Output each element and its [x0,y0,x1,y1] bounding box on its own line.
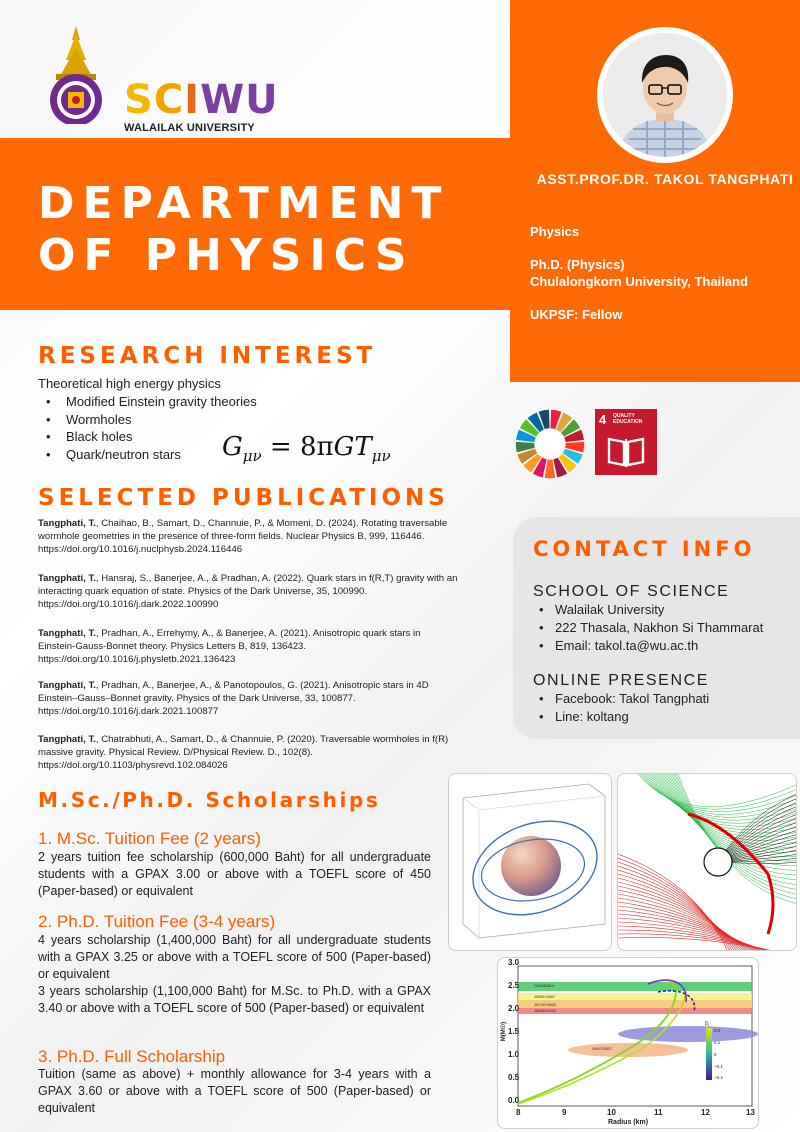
colorbar-tick: −0.1 [714,1064,723,1069]
publication-author: Tangphati, T. [38,573,96,584]
list-item: • Modified Einstein gravity theories [40,393,257,411]
band-label: J0952-0607 [534,994,556,999]
department-title-line2: OF PHYSICS [38,230,415,281]
professor-fellowship: UKPSF: Fellow [530,307,623,322]
y-tick-label: 1.0 [508,1050,520,1059]
band-label: GW190814 [534,983,555,988]
band-label: J0740+6620 [534,1002,557,1007]
band-label: J0348+0432 [534,1008,557,1013]
research-lead: Theoretical high energy physics [38,376,221,391]
x-axis-label: Radius (km) [608,1119,649,1126]
y-tick-label: 3.0 [508,958,520,967]
x-tick-label: 8 [516,1108,521,1117]
sdg-wheel-icon [513,407,587,481]
trajectory-plot [618,774,797,951]
brand-subtitle: WALAILAK UNIVERSITY [124,122,255,134]
publication-item [38,517,458,557]
sdg-number: 4 [599,412,607,427]
publication-author: Tangphati, T. [38,518,96,529]
online-contact-list [537,690,709,726]
open-book-icon [605,433,647,469]
x-tick-label: 12 [701,1108,710,1117]
sdg-label-line: QUALITY [613,413,635,419]
scholarship-title: 3. Ph.D. Full Scholarship [38,1047,226,1066]
y-tick-label: 1.5 [508,1027,520,1036]
publications-heading: SELECTED PUBLICATIONS [38,485,449,511]
brand-logo [124,77,279,134]
scholarships-heading: M.Sc./Ph.D. Scholarships [38,788,381,812]
professor-university: Chulalongkorn University, Thailand [530,274,748,289]
figure-sphere-orbit [448,773,612,951]
colorbar-tick: 0.2 [714,1028,721,1033]
publication-item [38,572,458,612]
list-item: • Quark/neutron stars [40,446,257,464]
colorbar-tick: −0.2 [714,1075,723,1080]
ellipse-label: GW170817 [592,1046,613,1051]
logo-area [36,20,279,134]
colorbar-title: β₁ [705,1021,710,1027]
publication-citation: , Pradhan, A., Errehymy, A., & Banerjee, A. (2021). Anisotropic quark stars in Einstein-Gauss-Bonnet theory. Physics Letters B, 819, 136423. https://doi.org/10.1016/j.physletb.2021.136423 [38,628,421,666]
publication-citation: , Hansraj, S., Banerjee, A., & Pradhan, A. (2022). Quark stars in f(R,T) gravity with an interacting quark equation of state. Physics of the Dark Universe, 35, 100990. https://doi.org/10.1016/j.dark.2022.100990 [38,573,458,611]
professor-degree: Ph.D. (Physics) [530,257,625,272]
brand-letter: S [124,77,154,123]
brand-wordmark [124,77,279,123]
figure-trajectory-plot [617,773,797,951]
scholarship-text: 4 years scholarship (1,400,000 Baht) for all undergraduate students with a GPAX 3.25 or above with a TOEFL score of 500 (Paper-based) or equivalent [38,933,431,981]
publication-author: Tangphati, T. [38,680,96,691]
facebook-item[interactable]: • Facebook: Takol Tangphati [537,690,709,708]
university-seal-icon [44,26,108,124]
y-tick-label: 2.0 [508,1004,520,1013]
brand-letter: C [153,77,185,123]
line-item[interactable]: • Line: koltang [537,708,709,726]
scholarship-title: 2. Ph.D. Tuition Fee (3-4 years) [38,912,276,931]
publication-item [38,679,458,719]
sdg-label-line: EDUCATION [613,419,643,425]
y-tick-label: 2.5 [508,981,520,990]
y-tick-label: 0.5 [508,1073,520,1082]
research-heading: RESEARCH INTEREST [38,343,377,369]
school-contact-list [537,601,763,655]
profile-photo [603,33,727,157]
brand-letter: WU [200,77,279,123]
publication-item [38,733,458,773]
sdg-wheel-segment [545,460,556,479]
scholarship-text: 2 years tuition fee scholarship (600,000 Baht) for all undergraduate students with a GPAX 3.00 or above with a TOEFL score of 450 (Paper-based) or equivalent [38,850,431,898]
einstein-equation: $G_{\mu\nu} = 8\pi GT_{\mu\nu}$ [222,432,391,466]
scholarship-title: 1. M.Sc. Tuition Fee (2 years) [38,829,261,848]
school-heading: SCHOOL OF SCIENCE [533,583,730,600]
list-item: • 222 Thasala, Nakhon Si Thammarat [537,619,763,637]
sdg4-quality-education-icon [595,409,657,475]
contact-heading: CONTACT INFO [533,537,756,561]
publication-citation: , Chaihao, B., Samart, D., Channuie, P., & Momeni, D. (2024). Rotating traversable wormhole geometries in the presence of three-form fields. Nuclear Physics B, 999, 116446. https://doi.org/10.1016/j.nuclphysb.2024.116446 [38,518,448,556]
publication-author: Tangphati, T. [38,628,96,639]
brand-letter: I [184,77,201,123]
scholarship-text: Tuition (same as above) + monthly allowance for 3-4 years with a GPAX 3.60 or above with a TOEFL score of 500 (Paper-based) or equivalent [38,1067,431,1115]
professor-field: Physics [530,224,580,239]
sdg-label [613,413,642,425]
colorbar-tick: 0 [714,1052,717,1057]
colorbar-tick: 0.1 [714,1040,721,1045]
publication-author: Tangphati, T. [38,734,96,745]
sphere-orbit-plot [449,774,612,951]
department-title [38,178,449,282]
x-tick-label: 11 [654,1108,663,1117]
figure-mass-radius-chart [497,957,759,1129]
online-heading: ONLINE PRESENCE [533,672,710,689]
list-item: • Walailak University [537,601,763,619]
person-portrait-icon [603,33,727,157]
scholarship-text: 3 years scholarship (1,100,000 Baht) for M.Sc. to Ph.D. with a GPAX 3.40 or above with a TOEFL score of 500 (Paper-based) or equivalent [38,984,431,1015]
list-item: • Wormholes [40,411,257,429]
x-tick-label: 9 [562,1108,567,1117]
publication-item [38,627,458,667]
x-tick-label: 13 [746,1108,755,1117]
list-item: • Black holes [40,428,257,446]
publication-citation: , Pradhan, A., Banerjee, A., & Panotopoulos, G. (2021). Anisotropic stars in 4D Einstein–Gauss–Bonnet gravity. Physics of the Dark Universe, 33, 100877. https://doi.org/10.1016/j.dark.2021.100877 [38,680,429,718]
department-title-line1: DEPARTMENT [38,178,450,229]
publication-citation: , Chatrabhuti, A., Samart, D., & Channuie, P. (2020). Traversable wormholes in f(R) massive gravity. Physical Review. D/Physical Review. D., 102(8). https://doi.org/10.1103/physrevd.102.084026 [38,734,449,772]
email-item[interactable]: • Email: takol.ta@wu.ac.th [537,637,763,655]
x-tick-label: 10 [607,1108,616,1117]
y-tick-label: 0.0 [508,1096,520,1105]
professor-name: ASST.PROF.DR. TAKOL TANGPHATI [536,171,794,187]
y-axis-label: M(M☉) [501,1021,508,1042]
